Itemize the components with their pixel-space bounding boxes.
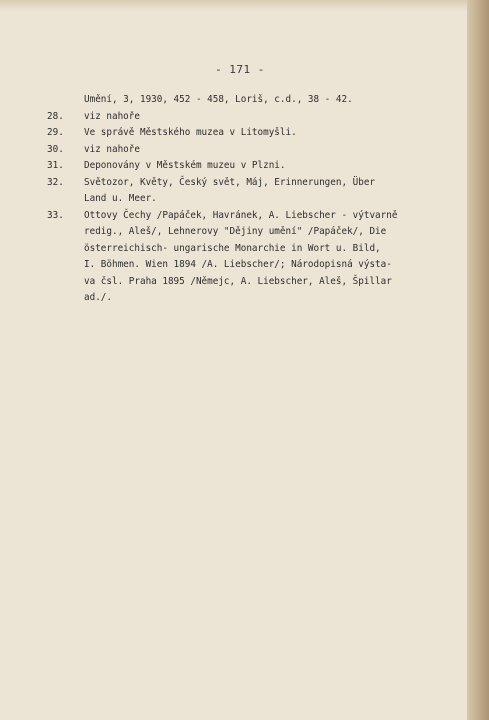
footnote-line	[47, 92, 467, 109]
footnote-number	[47, 290, 84, 307]
footnote-text: Deponovány v Městském muzeu v Plzni.	[84, 160, 286, 171]
page-number: - 171 -	[215, 63, 265, 76]
footnote-number: 33.	[47, 209, 64, 221]
footnote-number	[47, 257, 84, 274]
footnote-text: redig., Aleš/, Lehnerovy "Dějiny umění" /Papáček/, Die	[84, 226, 387, 237]
footnote-text: Světozor, Květy, Český svět, Máj, Erinnerungen, Über	[84, 176, 376, 188]
footnote-number	[47, 92, 84, 109]
footnote-text: viz nahoře	[84, 143, 140, 155]
footnote-line	[47, 241, 467, 258]
footnote-line	[47, 191, 467, 208]
footnote-text: ad./.	[84, 292, 112, 303]
page-top-edge	[0, 0, 489, 10]
footnote-number	[47, 191, 84, 208]
footnote-text: va čsl. Praha 1895 /Němejc, A. Liebscher, Aleš, Špillar	[84, 275, 392, 287]
footnote-text: Land u. Meer.	[84, 193, 157, 204]
page-binding-edge	[467, 0, 489, 720]
footnote-text: viz nahoře	[84, 110, 140, 122]
footnote-line	[47, 158, 467, 175]
footnote-number	[47, 224, 84, 241]
footnote-number: 29.	[47, 127, 64, 138]
footnote-number: 32.	[47, 176, 64, 188]
footnote-text: Umění, 3, 1930, 452 - 458, Loriš, c.d., 38 - 42.	[84, 94, 353, 105]
footnote-text: I. Böhmen. Wien 1894 /A. Liebscher/; Národopisná výsta-	[84, 259, 392, 270]
footnote-number: 28.	[47, 110, 64, 122]
footnote-line	[47, 257, 467, 274]
footnote-line	[47, 274, 467, 291]
footnote-list	[47, 92, 467, 307]
footnote-number: 31.	[47, 160, 64, 171]
footnote-line	[47, 142, 467, 159]
footnote-number	[47, 241, 84, 258]
footnote-text: Ottovy Čechy /Papáček, Havránek, A. Liebscher - výtvarně	[84, 209, 398, 221]
footnote-line	[47, 224, 467, 241]
footnote-line	[47, 125, 467, 142]
footnote-line	[47, 290, 467, 307]
footnote-line	[47, 175, 467, 192]
footnote-text: Ve správě Městského muzea v Litomyšli.	[84, 127, 297, 138]
footnote-text: österreichisch- ungarische Monarchie in Wort u. Bild,	[84, 242, 381, 254]
footnote-line	[47, 208, 467, 225]
footnote-number	[47, 274, 84, 291]
footnote-number: 30.	[47, 143, 64, 155]
footnote-line	[47, 109, 467, 126]
